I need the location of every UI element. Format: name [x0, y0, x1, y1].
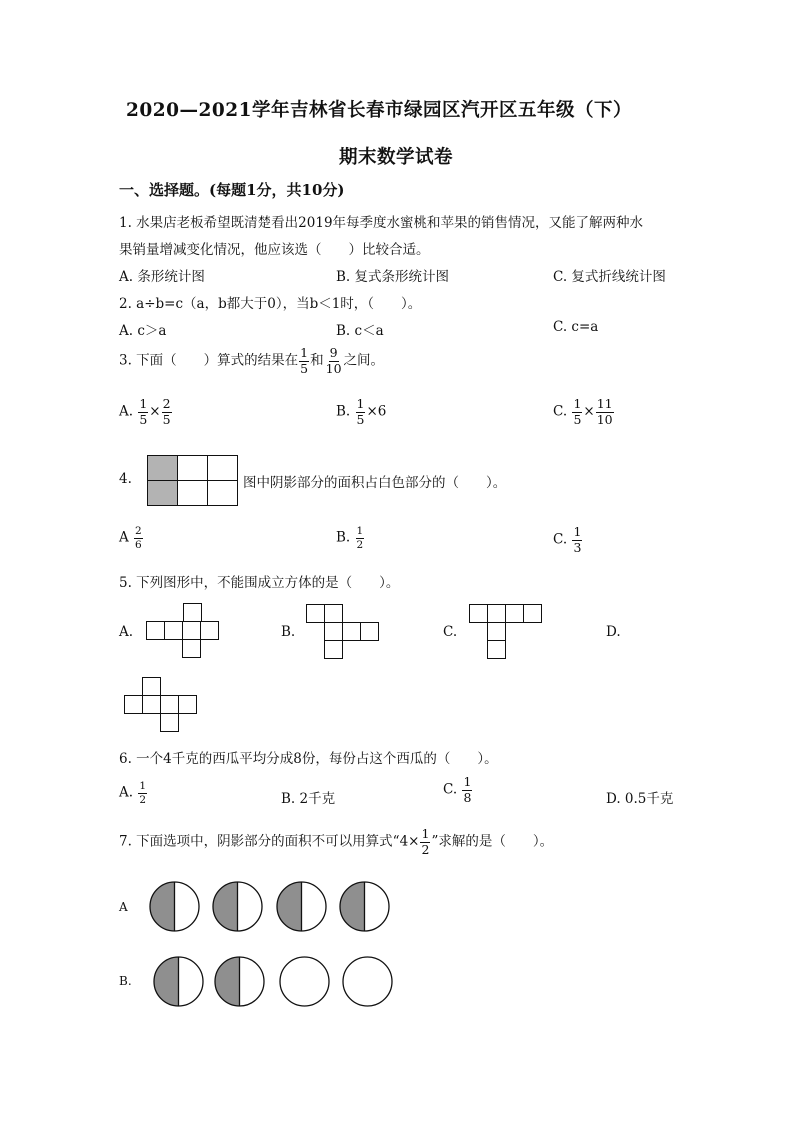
q4-grid-cell	[208, 481, 238, 506]
q3-option-c-frac2	[596, 398, 614, 426]
net-cell	[488, 605, 506, 623]
net-cell	[143, 678, 161, 696]
q6-stem: 6. 一个4千克的西瓜平均分成8份，每份占这个西瓜的（ ）。	[119, 751, 498, 767]
q3-option-b-op: ×	[366, 403, 378, 420]
q7-expr-num: 1	[421, 826, 430, 841]
net-cell	[184, 604, 202, 622]
q4-option-a-den: 6	[135, 538, 142, 551]
q3-option-b[interactable]	[336, 398, 386, 426]
q6-option-a-frac	[138, 781, 147, 805]
q3-fraction-upper-num: 9	[329, 345, 338, 360]
q3-fraction-lower-num: 1	[300, 345, 309, 360]
net-cell	[325, 623, 343, 641]
net-cell	[183, 622, 201, 640]
q2-option-c[interactable]: C. c=a	[553, 319, 599, 335]
q5-option-d[interactable]: D.	[606, 624, 621, 640]
q3-option-c-frac2-den: 10	[596, 411, 613, 427]
q3-stem	[119, 347, 384, 375]
q4-grid-cell	[208, 456, 238, 481]
half-shaded-circle	[154, 957, 203, 1006]
net-cell	[161, 696, 179, 714]
q3-stem-suffix: 之间。	[343, 352, 385, 369]
q4-option-b-label: B.	[336, 529, 351, 546]
q3-option-c-frac1	[572, 398, 582, 426]
q3-option-c-label: C.	[553, 403, 568, 420]
q3-option-a[interactable]	[119, 398, 173, 426]
q6-option-c-den: 8	[463, 789, 472, 805]
q5-option-a[interactable]: A.	[119, 624, 134, 640]
q6-option-a-den: 2	[139, 793, 147, 806]
net-cell	[470, 605, 488, 623]
q2-stem: 2. a÷b=c（a，b都大于0），当b＜1时，（ ）。	[119, 296, 422, 312]
paper-title-line1: 2020—2021学年吉林省长春市绿园区汽开区五年级（下）	[126, 100, 632, 121]
q2-option-a[interactable]: A. c＞a	[119, 323, 167, 339]
q3-option-b-rhs: 6	[377, 403, 387, 420]
q6-option-b[interactable]: B. 2千克	[281, 791, 336, 807]
net-cell	[325, 641, 343, 659]
net-cell	[488, 623, 506, 641]
half-shaded-circle	[150, 882, 199, 931]
q7-stem	[119, 828, 553, 856]
q4-option-a-frac	[134, 526, 143, 550]
net-cell	[524, 605, 542, 623]
q4-option-a[interactable]	[119, 526, 144, 550]
q3-option-b-frac-num: 1	[356, 396, 365, 411]
q1-option-b[interactable]: B. 复式条形统计图	[336, 269, 450, 285]
q3-option-a-label: A.	[119, 403, 134, 420]
q3-option-c[interactable]	[553, 398, 615, 426]
q6-option-c-label: C.	[443, 781, 458, 798]
q1-stem-line1: 1. 水果店老板希望既清楚看出2019年每季度水蜜桃和苹果的销售情况，又能了解两种水	[119, 215, 644, 231]
net-cell	[307, 605, 325, 623]
q3-fraction-upper	[325, 347, 343, 375]
half-shaded-circle	[277, 882, 326, 931]
q4-grid-figure	[147, 455, 238, 506]
q3-option-a-frac2-den: 5	[162, 411, 171, 427]
q3-option-b-frac-den: 5	[356, 411, 365, 427]
q7-expr-whole: 4	[399, 833, 409, 850]
q3-option-c-op: ×	[583, 403, 595, 420]
q4-option-b-den: 2	[356, 538, 364, 551]
net-cell	[488, 641, 506, 659]
net-cell	[343, 623, 361, 641]
q6-option-c-num: 1	[463, 774, 472, 789]
q4-option-b[interactable]	[336, 526, 365, 550]
net-cell	[361, 623, 379, 641]
q3-option-a-frac1	[138, 398, 148, 426]
net-cell	[325, 605, 343, 623]
q4-option-c-den: 3	[573, 539, 582, 555]
q3-option-c-frac1-den: 5	[573, 411, 582, 427]
q7-option-a-label[interactable]: A	[119, 900, 128, 914]
q2-option-b[interactable]: B. c＜a	[336, 323, 384, 339]
q4-grid-cell	[178, 456, 208, 481]
q7-option-b-circles	[153, 956, 397, 1008]
q5-option-b[interactable]: B.	[281, 624, 296, 640]
q3-option-a-frac1-num: 1	[139, 396, 148, 411]
q6-option-a-label: A.	[119, 784, 134, 801]
q5-stem: 5. 下列图形中，不能围成立方体的是（ ）。	[119, 575, 400, 591]
q5-option-c[interactable]: C.	[443, 624, 458, 640]
net-cell	[125, 696, 143, 714]
q4-option-a-num: 2	[135, 525, 142, 537]
q5-net-c	[469, 604, 543, 660]
q3-stem-and: 和	[310, 352, 324, 369]
empty-circle	[280, 957, 329, 1006]
q4-grid-cell	[148, 456, 178, 481]
q3-option-a-frac2-num: 2	[162, 396, 171, 411]
half-shaded-circle	[213, 882, 262, 931]
q6-option-c[interactable]	[443, 776, 473, 804]
q6-option-d[interactable]: D. 0.5千克	[606, 791, 674, 807]
q4-option-c-frac	[572, 526, 582, 554]
q4-number: 4.	[119, 471, 132, 487]
net-cell	[201, 622, 219, 640]
q4-option-b-frac	[356, 526, 365, 550]
net-cell	[165, 622, 183, 640]
q5-net-a	[146, 603, 220, 660]
empty-circle	[343, 957, 392, 1006]
q7-expr-frac	[420, 828, 430, 856]
q4-stem: 图中阴影部分的面积占白色部分的（ ）。	[243, 475, 507, 491]
q6-option-c-frac	[462, 776, 472, 804]
q4-option-a-label: A	[119, 529, 129, 546]
net-cell	[506, 605, 524, 623]
q3-option-b-label: B.	[336, 403, 351, 420]
q4-option-c-num: 1	[573, 524, 582, 539]
q6-option-a-num: 1	[139, 780, 147, 792]
paper-title-line2: 期末数学试卷	[339, 147, 454, 168]
q4-option-c[interactable]	[553, 526, 583, 554]
q5-net-d-bottom	[160, 713, 180, 733]
q7-expr-den: 2	[421, 841, 430, 857]
net-cell	[183, 640, 201, 658]
q6-option-a[interactable]	[119, 781, 148, 805]
q4-grid-cell	[148, 481, 178, 506]
q3-option-a-op: ×	[149, 403, 161, 420]
net-cell	[143, 696, 161, 714]
q3-option-c-frac1-num: 1	[573, 396, 582, 411]
q4-option-c-label: C.	[553, 531, 568, 548]
q3-option-a-frac2	[162, 398, 172, 426]
q5-net-b	[306, 604, 378, 660]
half-shaded-circle	[215, 957, 264, 1006]
half-shaded-circle	[340, 882, 389, 931]
net-cell	[179, 696, 197, 714]
q3-stem-prefix: 3. 下面（ ）算式的结果在	[119, 352, 299, 369]
q7-expr-op: ×	[408, 833, 420, 850]
q7-option-b-label[interactable]: B.	[119, 974, 132, 988]
section-heading: 一、选择题。(每题1分，共10分)	[119, 181, 345, 199]
q3-option-a-frac1-den: 5	[139, 411, 148, 427]
q1-option-a[interactable]: A. 条形统计图	[119, 269, 205, 285]
q7-option-a-circles	[149, 881, 393, 933]
q3-option-b-frac	[356, 398, 366, 426]
q1-stem-line2: 果销量增减变化情况，他应该选（ ）比较合适。	[119, 242, 430, 258]
net-cell	[161, 714, 179, 732]
q1-option-c[interactable]: C. 复式折线统计图	[553, 269, 666, 285]
q3-fraction-upper-den: 10	[325, 360, 342, 376]
q7-stem-suffix: ”求解的是（ ）。	[431, 833, 554, 850]
q7-stem-prefix: 7. 下面选项中，阴影部分的面积不可以用算式“	[119, 833, 400, 850]
q4-option-b-num: 1	[356, 525, 364, 537]
q3-fraction-lower	[299, 347, 309, 375]
q3-fraction-lower-den: 5	[300, 360, 309, 376]
q5-net-d	[124, 677, 198, 717]
q3-option-c-frac2-num: 11	[596, 396, 613, 411]
net-cell	[147, 622, 165, 640]
q4-grid-cell	[178, 481, 208, 506]
